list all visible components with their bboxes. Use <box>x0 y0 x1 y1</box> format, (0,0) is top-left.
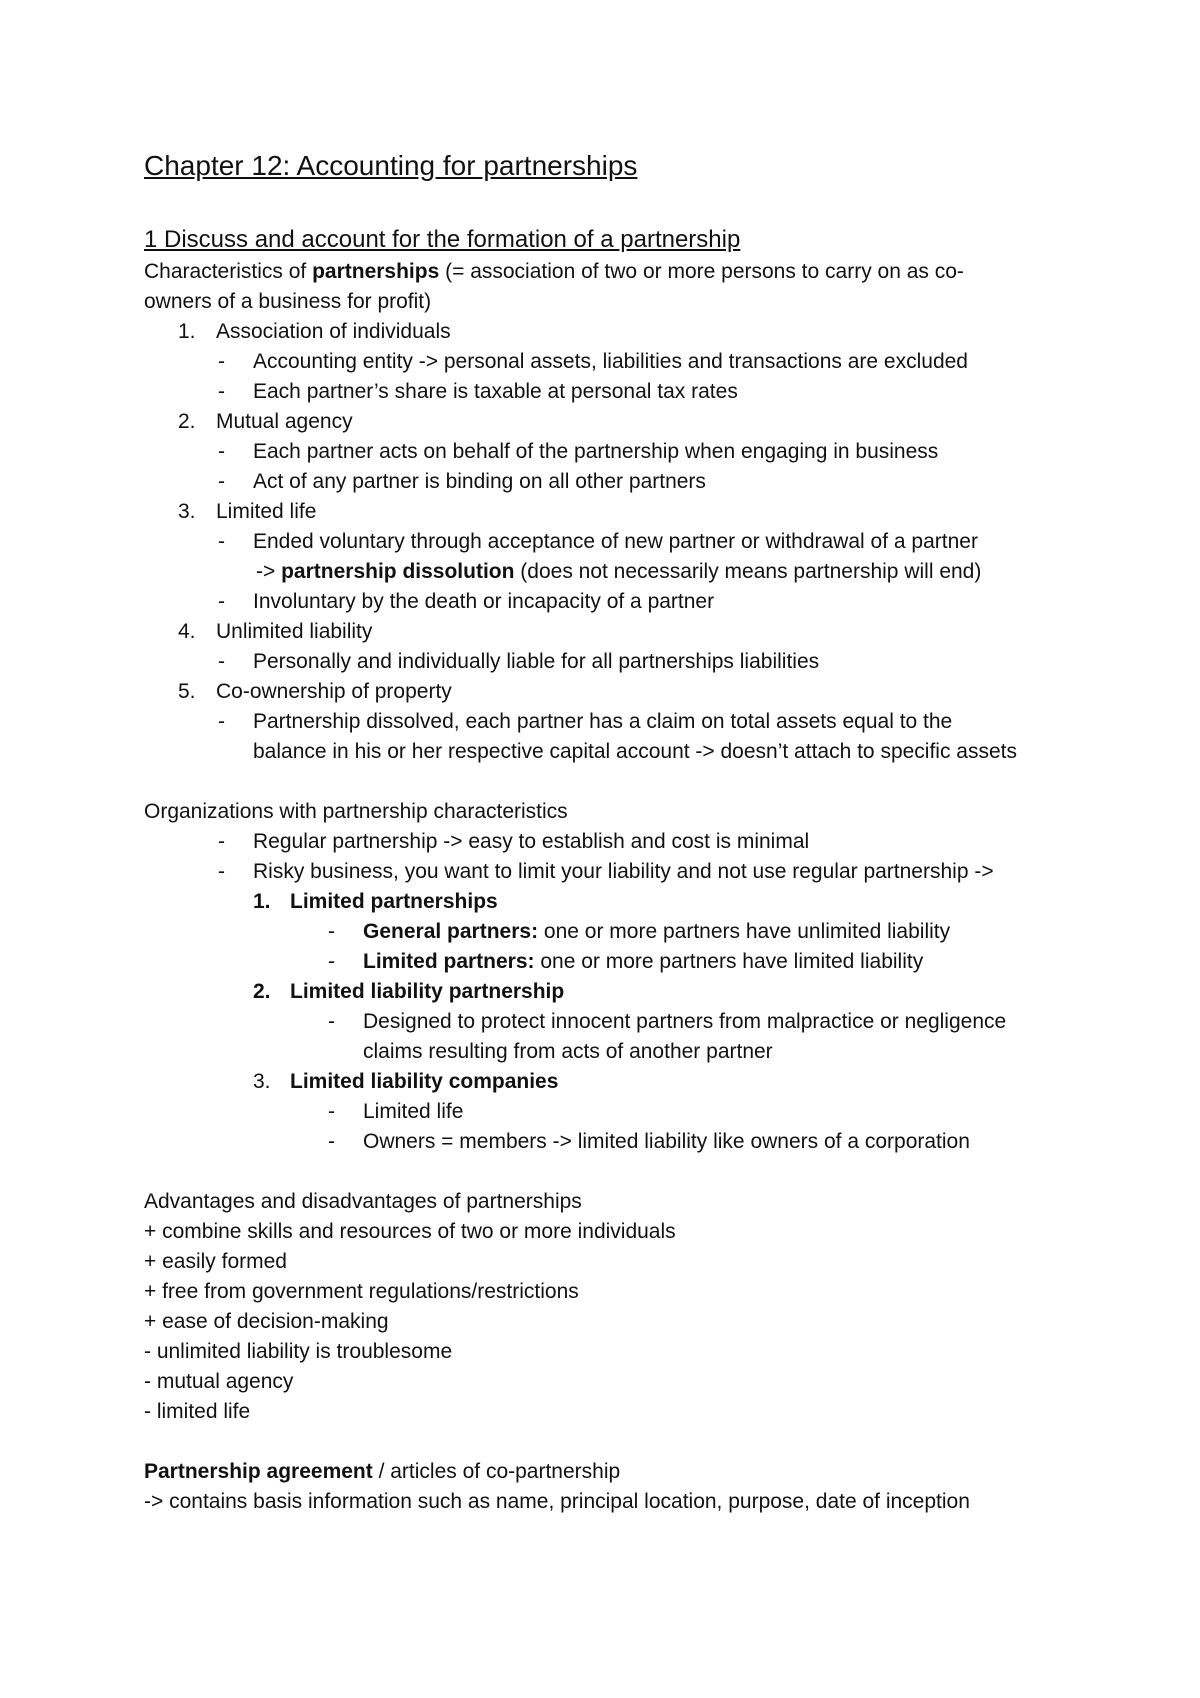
dash-marker: - <box>218 350 225 373</box>
list-item-title: Co-ownership of property <box>216 680 452 703</box>
text-run: (does not necessarily means partnership will end) <box>514 560 982 583</box>
characteristics-line-1 <box>144 258 964 286</box>
bullet-item: Regular partnership -> easy to establish and cost is minimal <box>253 830 810 853</box>
agreement-heading <box>144 1458 620 1486</box>
advantage-line: + combine skills and resources of two or more individuals <box>144 1220 676 1243</box>
characteristics-line-2: owners of a business for profit) <box>144 290 432 313</box>
advantages-heading: Advantages and disadvantages of partnerships <box>144 1190 582 1213</box>
marker-text: 1. <box>253 890 271 913</box>
org-type-title-text: Limited partnerships <box>290 890 498 913</box>
sub-item <box>363 948 923 976</box>
dash-marker: - <box>218 710 225 733</box>
org-type-title-text: Limited liability partnership <box>290 980 565 1003</box>
sub-item: Designed to protect innocent partners from malpractice or negligence <box>363 1010 1007 1033</box>
term-partnership-dissolution: partnership dissolution <box>281 560 515 583</box>
dash-marker: - <box>218 470 225 493</box>
list-marker: 5. <box>178 680 196 703</box>
dash-marker: - <box>218 830 225 853</box>
list-marker: 2. <box>178 410 196 433</box>
sub-item: Owners = members -> limited liability like owners of a corporation <box>363 1130 970 1153</box>
section-heading: 1 Discuss and account for the formation of a partnership <box>144 226 741 253</box>
sub-item-continuation: claims resulting from acts of another partner <box>363 1040 773 1063</box>
list-item-title: Association of individuals <box>216 320 451 343</box>
advantage-line: + easily formed <box>144 1250 287 1273</box>
disadvantage-line: - mutual agency <box>144 1370 294 1393</box>
sub-item: Each partner acts on behalf of the partnership when engaging in business <box>253 440 939 463</box>
sub-item: Personally and individually liable for all partnerships liabilities <box>253 650 820 673</box>
sub-item-continuation <box>256 558 981 586</box>
term-general-partners: General partners: <box>363 920 539 943</box>
chapter-title: Chapter 12: Accounting for partnerships <box>144 150 638 181</box>
list-item-title: Unlimited liability <box>216 620 373 643</box>
text-run: one or more partners have unlimited liability <box>538 920 951 943</box>
sub-item <box>363 918 950 946</box>
term-partnerships: partnerships <box>312 260 440 283</box>
sub-item-continuation: balance in his or her respective capital account -> doesn’t attach to specific assets <box>253 740 1017 763</box>
dash-marker: - <box>328 1100 335 1123</box>
term-limited-partners: Limited partners: <box>363 950 535 973</box>
marker-text: 2. <box>253 980 271 1003</box>
text-run: / articles of co-partnership <box>372 1460 621 1483</box>
org-type-title-text: Limited liability companies <box>290 1070 559 1093</box>
term-partnership-agreement: Partnership agreement <box>144 1460 373 1483</box>
text-run: one or more partners have limited liability <box>534 950 924 973</box>
org-type-title <box>290 888 498 916</box>
disadvantage-line: - unlimited liability is troublesome <box>144 1340 453 1363</box>
org-type-title <box>290 1068 558 1096</box>
list-item-title: Limited life <box>216 500 317 523</box>
dash-marker: - <box>328 950 335 973</box>
list-marker: 4. <box>178 620 196 643</box>
dash-marker: - <box>218 380 225 403</box>
dash-marker: - <box>328 1010 335 1033</box>
list-marker: 3. <box>178 500 196 523</box>
dash-marker: - <box>218 860 225 883</box>
dash-marker: - <box>218 650 225 673</box>
organizations-heading: Organizations with partnership characteristics <box>144 800 568 823</box>
dash-marker: - <box>218 590 225 613</box>
advantage-line: + ease of decision-making <box>144 1310 389 1333</box>
text-run: (= association of two or more persons to carry on as co- <box>439 260 964 283</box>
list-item-title: Mutual agency <box>216 410 353 433</box>
agreement-line: -> contains basis information such as name, principal location, purpose, date of inception <box>144 1490 970 1513</box>
sub-item: Act of any partner is binding on all other partners <box>253 470 706 493</box>
sub-item: Limited life <box>363 1100 464 1123</box>
list-marker <box>253 888 271 916</box>
disadvantage-line: - limited life <box>144 1400 251 1423</box>
sub-item: Each partner’s share is taxable at personal tax rates <box>253 380 738 403</box>
dash-marker: - <box>328 1130 335 1153</box>
text-run: Characteristics of <box>144 260 313 283</box>
org-type-title <box>290 978 564 1006</box>
list-marker: 1. <box>178 320 196 343</box>
text-run: -> <box>256 560 282 583</box>
sub-item: Partnership dissolved, each partner has a claim on total assets equal to the <box>253 710 953 733</box>
list-marker <box>253 978 271 1006</box>
dash-marker: - <box>218 440 225 463</box>
dash-marker: - <box>218 530 225 553</box>
bullet-item: Risky business, you want to limit your liability and not use regular partnership -> <box>253 860 994 883</box>
dash-marker: - <box>328 920 335 943</box>
sub-item: Ended voluntary through acceptance of new partner or withdrawal of a partner <box>253 530 978 553</box>
list-marker: 3. <box>253 1070 271 1093</box>
sub-item: Involuntary by the death or incapacity of a partner <box>253 590 715 613</box>
sub-item: Accounting entity -> personal assets, liabilities and transactions are excluded <box>253 350 968 373</box>
advantage-line: + free from government regulations/restrictions <box>144 1280 579 1303</box>
